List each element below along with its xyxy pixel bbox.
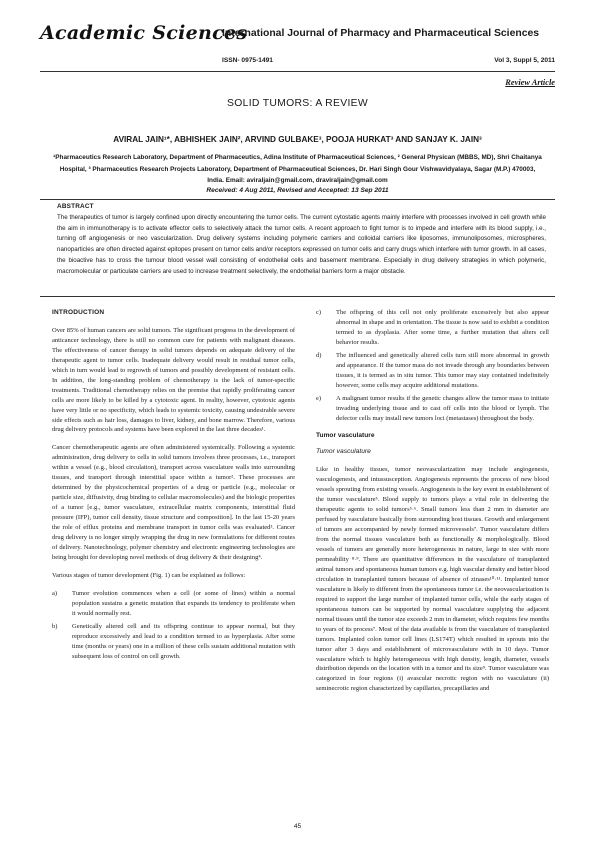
intro-paragraph-2: Cancer chemotherapeutic agents are often administered systemically. Following a systemic administration, drug delivery to cells in solid tumors involves three processes, i.e., transport within a vessel (e.g., blood circulation), transport across vasculature walls into surrounding tissues, and transport through interstitial space within a tumor². These processes are determined by the physicochemical properties of a drug or particle (e.g., molecular or particle size, diffusivity, drug binding to cellular macromolecules) and the biologic properties of a tumor [e.g., tumor vasculature, extracellular matrix components, interstitial fluid pressure (IFP), tumor cell density, tissue structure and composition]. In the last 15-20 years the role of efflux proteins and membrane transport in tumor cells was evaluated³. Cancer drug delivery is no longer simply wrapping the drug in new formulations for different routes of delivery. Nanotechnology, polymer chemistry and electronic engineering technologies are being brought for developing novel methods of drug delivery & their designing⁴.	[52, 444, 295, 561]
intro-paragraph-3: Various stages of tumor development (Fig. 1) can be explained as follows:	[52, 571, 246, 579]
list-marker: b)	[52, 622, 58, 630]
abstract-top-rule	[40, 199, 555, 200]
section-heading: Tumor vasculature	[316, 432, 375, 440]
list-item	[52, 589, 295, 619]
right-column	[316, 308, 549, 702]
list-item-text: Genetically altered cell and its offspring continue to appear normal, but they reproduce excessively and lead to a condition termed to as hyperplasia. After some time (months or years) one in a million of these cells sustain additional mutation with subsequent loss of control on cell growth.	[72, 622, 295, 660]
tumor-stages-list-continued	[316, 308, 549, 423]
list-marker: e)	[316, 394, 322, 402]
issn: ISSN- 0975-1491	[222, 57, 273, 64]
author-list: AVIRAL JAIN¹*, ABHISHEK JAIN², ARVIND GULBAKE³, POOJA HURKAT³ AND SANJAY K. JAIN³	[113, 135, 482, 144]
left-column	[52, 308, 295, 670]
list-marker: d)	[316, 351, 322, 359]
vasculature-paragraph: Like in healthy tissues, tumor neovascularization may include angiogenesis, vasculogenesis, and intussusception. Angiogenesis represents the process of new blood vessels sprouting from existing vessels. Angiogenesis is the key event in establishment of the tumor vasculature⁵. Blood supply to tumors plays a vital role in delivering the therapeutic agents to solid tumors⁵·⁶. Small tumors less than 2 mm in diameter are perfused by vasculature basically from surrounding host tissues. Growth and enlargement of tumors are accompanied by newly formed microvessels⁷. Tumor vasculature differs from the normal tissues vasculature both as functionally & morphologically. Blood vessels of tumors are generally more heterogeneous in nature, large in size with more permeability ⁸·⁹. There are quantitative differences in the vasculature of transplanted animal tumors and spontaneous human tumors e.g. high vascular density and better blood circulation in transplanted tumors because of absence of zinases¹⁰·¹¹. Implanted tumor vasculature is likely to different from the spontaneous tumor i.e. the neovascularization is required to support the large number of implanted tumor cells, while the early stages of spontaneous tumors can be supported by normal vasculature supplying the adjacent normal tissues until the tumor size exceeds 2 mm in diameter, which requires few months to years of its process⁷. Most of the data available is from the vasculature of transplanted tumors. Implanted colon tumor cell lines (LS174T) which resulted in sprouts into the tumor after 3 days and establishment of microvasculature with in 10 days. Tumor vasculature which is highly heterogeneous with high density, length, diameter, vessels distribution depends on the location with in a tumor and its size⁹. Tumor vasculature was categorized in four regions (i) avascular necrotic region with no vasculature (ii) seminecrotic region characterized by capillaries, precapillaries and	[316, 466, 549, 693]
received-dates: Received: 4 Aug 2011, Revised and Accepted: 13 Sep 2011	[206, 187, 389, 194]
list-item-text: The offspring of this cell not only proliferate excessively but also appear abnormal in shape and in orientation. The tissue is now said to exhibit a condition termed to as dysplasia. After some time, a further mutation that alters cell behavior results.	[336, 309, 549, 346]
header-rule	[40, 71, 555, 72]
abstract-text: The therapeutics of tumor is largely confined upon directly encountering the tumor cells. The current cytostatic agents mainly interfere with processes involved in cell growth while the aim in immunotherapy is to activate effector cells to selectively attack the tumor cells. A recent approach to fight tumor is to impede and interfere with its blood supply, i.e., turning off angiogenesis or neo vascularization. Drug delivery systems including polymeric carriers and colloidal carriers like liposomes, immunoliposomes, microspheres, nanoparticles are often directed against epitopes present on tumor cells and/or receptors expressed on tumor cells and carry drugs which interfere with tumor growth. In all cases, the bioactive has to cross the tumour blood vessel wall consisting of endothelial cells and basement membrane. Especially in drug delivery strategies in which polymeric, macromolecular or particulate carriers are used to increase treatment selectively, the endothelial barriers form a major obstacle.	[57, 214, 546, 275]
list-item-text: Tumor evolution commences when a cell (or some of lines) within a normal population sustains a genetic mutation that expands its tendency to proliferate when it would normally rest.	[72, 589, 295, 617]
article-type: Review Article	[505, 78, 555, 87]
list-item	[52, 622, 295, 662]
list-item-text: The influenced and genetically altered cells turn still more abnormal in growth and appearance. If the tumor mass do not invade through any boundaries between tissues, it is termed as in situ tumor. This tumor may stay contained indefinitely however, some cells may acquire additional mutations.	[336, 351, 549, 389]
abstract-bottom-rule	[40, 296, 555, 297]
list-item	[316, 394, 549, 424]
subsection-heading: Tumor vasculature	[316, 448, 371, 456]
page-number: 45	[293, 823, 302, 830]
list-marker: a)	[52, 589, 58, 597]
list-marker: c)	[316, 309, 322, 316]
list-item	[316, 308, 549, 348]
list-item-text: A malignant tumor results if the genetic changes allow the tumor mass to initiate invading underlying tissue and to cast off cells into the blood or lymph. The defector cells may install new tumors loci (metastases) throughout the body.	[336, 394, 549, 422]
affiliations: ¹Pharmaceutics Research Laboratory, Department of Pharmaceutics, Adina Institute of Pharmaceutical Sciences, ² General Physican (MBBS, MD), Shri Chaitanya Hospital, ³ Pharmaceutics Research Projects Laboratory, Department of Pharmaceutical Sciences, Dr. Hari Singh Gour Vishwavidyalaya, Sagar (M.P.) 470003, India. Email: aviraljain@gmail.com, draviraljain@gmail.com	[53, 154, 542, 185]
introduction-heading: INTRODUCTION	[52, 309, 105, 316]
abstract-heading: ABSTRACT	[57, 203, 94, 210]
volume-info: Vol 3, Suppl 5, 2011	[494, 57, 555, 64]
tumor-stages-list	[52, 589, 295, 662]
journal-name: International Journal of Pharmacy and Pharmaceutical Sciences	[222, 28, 540, 39]
intro-paragraph-1: Over 85% of human cancers are solid tumors. The significant progress in the development of anticancer technology, there is still no common cure for patients with malignant diseases. The effectiveness of cancer therapy in solid tumors depends on adequate delivery of the therapeutic agent to tumor cells. Inadequate delivery would result in residual tumor cells, which in turn would lead to regrowth of tumors and possibly development of resistant cells. In addition, the long-standing problem of chemotherapy is the lack of tumor-specific treatments. Traditional chemotherapy relies on the premise that rapidly proliferating cancer cells are more likely to be killed by a cytotoxic agent. In reality, however, cytotoxic agents have very little or no specificity, which leads to systemic toxicity, causing undesirable severe side effects such as hair loss, damages to liver, kidney, and bone marrow. Therefore, various drug delivery protocols and systems have been explored in the last three decades¹.	[52, 326, 295, 434]
article-title: SOLID TUMORS: A REVIEW	[227, 98, 368, 109]
publisher-logo: Academic Sciences	[40, 22, 248, 44]
list-item	[316, 351, 549, 391]
